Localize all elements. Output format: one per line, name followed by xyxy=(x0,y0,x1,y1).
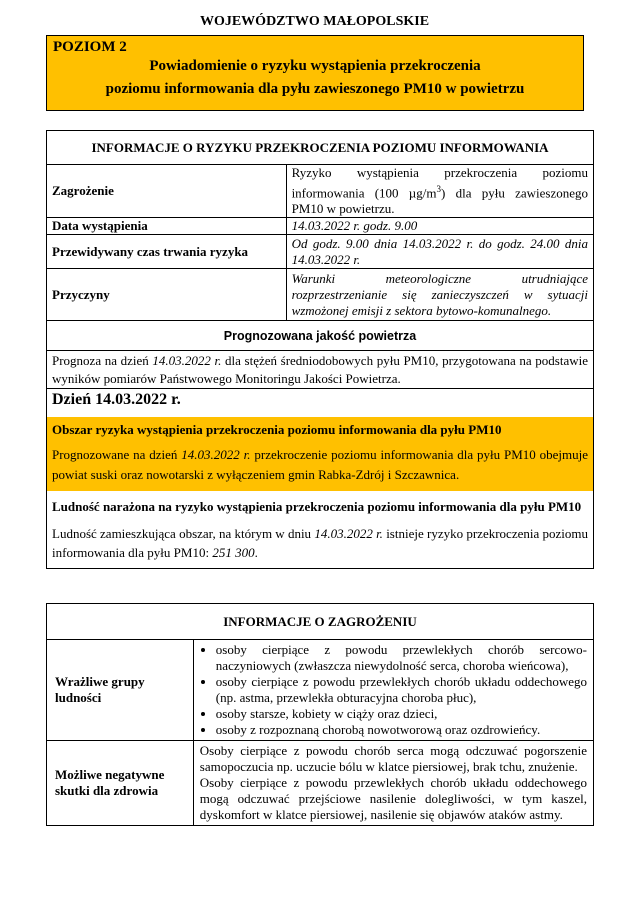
region-title: WOJEWÓDZTWO MAŁOPOLSKIE xyxy=(199,14,430,29)
risk-area-title: Obszar ryzyka wystąpienia przekroczenia poziomu informowania dla pyłu PM10 xyxy=(52,422,502,438)
risk-area-text: Prognozowane na dzień 14.03.2022 r. przekroczenie poziomu informowania dla pyłu PM10 obejmuje powiat suski oraz nowotarski z wyłączeniem gmin Rabka-Zdrój i Szczawnica. xyxy=(52,447,588,483)
day-title: Dzień 14.03.2022 r. xyxy=(52,391,181,409)
risk-info-header: INFORMACJE O RYZYKU PRZEKROCZENIA POZIOMU INFORMOWANIA xyxy=(47,131,594,165)
row-label-causes: Przyczyny xyxy=(47,269,287,321)
list-item: • osoby starsze, kobiety w ciąży oraz dzieci, xyxy=(216,706,587,722)
banner-title-line2: poziomu informowania dla pyłu zawieszonego PM10 w powietrzu xyxy=(105,81,525,97)
list-item: • osoby cierpiące z powodu przewlekłych chorób układu oddechowego (np. astma, przewlekła obturacyjna choroba płuc), xyxy=(216,674,587,706)
vulnerable-groups-label: Wrażliwe grupy ludności xyxy=(47,640,194,741)
risk-area-section xyxy=(47,417,593,491)
hazard-info-table xyxy=(46,603,594,826)
row-value-causes: Warunki meteorologiczne utrudniające rozprzestrzenianie się zanieczyszczeń w sytuacji wzmożonej emisji z sektora bytowo-komunalnego. xyxy=(286,269,593,321)
health-effects-cell xyxy=(193,741,593,826)
list-item: • osoby z rozpoznaną chorobą nowotworową oraz ozdrowieńcy. xyxy=(216,722,587,738)
level-label: POZIOM 2 xyxy=(53,39,127,55)
hazard-info-header: INFORMACJE O ZAGROŻENIU xyxy=(47,604,594,640)
row-value-threat: Ryzyko wystąpienia przekroczenia poziomu informowania (100 $\mu g/m^3$) dla pyłu zawieszonego PM10 w powietrzu. xyxy=(286,165,593,218)
forecast-text: Prognoza na dzień 14.03.2022 r. dla stężeń średniodobowych pyłu PM10, przygotowana na podstawie wyników pomiarów Państwowego Monitoringu Jakości Powietrza. xyxy=(47,351,594,389)
population-text: Ludność zamieszkująca obszar, na którym w dniu 14.03.2022 r. istnieje ryzyko przekroczenia poziomu informowania dla pyłu PM10: 251 300. xyxy=(52,526,588,561)
row-label-threat: Zagrożenie xyxy=(47,165,287,218)
health-effects-text-2: Osoby cierpiące z powodu przewlekłych chorób układu oddechowego mogą odczuwać przejściowe nasilenie dolegliwości, w tym kaszel, dyskomfort w klatce piersiowej, nasilenie się objawów ataków astmy. xyxy=(199,775,587,822)
row-value-duration: Od godz. 9.00 dnia 14.03.2022 r. do godz. 24.00 dnia 14.03.2022 r. xyxy=(286,235,593,269)
list-item: • osoby cierpiące z powodu przewlekłych chorób sercowo-naczyniowych (zwłaszcza niewydolność serca, choroba wieńcowa), xyxy=(216,642,587,674)
risk-info-table xyxy=(46,130,594,569)
forecast-header: Prognozowana jakość powietrza xyxy=(47,321,594,351)
row-value-date: 14.03.2022 r. godz. 9.00 xyxy=(286,218,593,235)
level-banner xyxy=(46,35,584,111)
vulnerable-groups-list xyxy=(200,642,587,738)
vulnerable-groups-cell xyxy=(193,640,593,741)
population-title: Ludność narażona na ryzyko wystąpienia przekroczenia poziomu informowania dla pyłu PM10 xyxy=(52,499,582,515)
row-label-duration: Przewidywany czas trwania ryzyka xyxy=(47,235,287,269)
row-label-date: Data wystąpienia xyxy=(47,218,287,235)
health-effects-label: Możliwe negatywne skutki dla zdrowia xyxy=(47,741,194,826)
banner-title-line1: Powiadomienie o ryzyku wystąpienia przekroczenia xyxy=(149,58,481,74)
health-effects-text-1: Osoby cierpiące z powodu chorób serca mogą odczuwać pogorszenie samopoczucia np. uczucie bólu w klatce piersiowej, brak tchu, znużenie. xyxy=(199,743,587,774)
